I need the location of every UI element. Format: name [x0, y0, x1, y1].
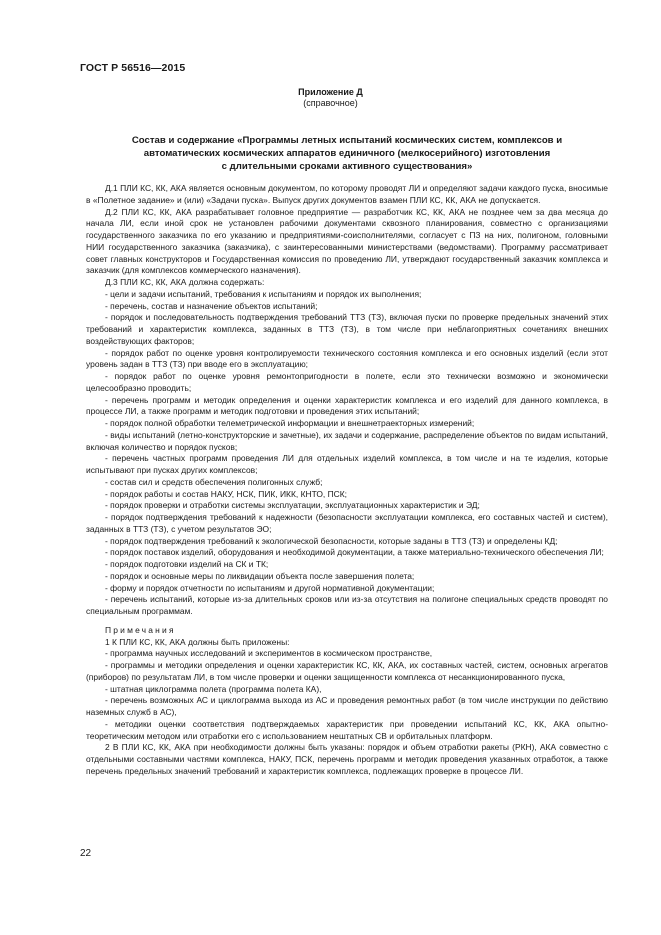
- list-item: - порядок подтверждения требований к надежности (безопасности эксплуатации комплекса, его составных частей и систем), заданных в ТТЗ (ТЗ), с учетом результатов ЭО;: [86, 512, 608, 534]
- document-header: ГОСТ Р 56516—2015: [80, 62, 186, 74]
- list-item: - перечень частных программ проведения ЛИ для отдельных изделий комплекса, в том числе и на те изделия, которые испытывают при пусках других комплексов;: [86, 453, 608, 475]
- list-item: - порядок и основные меры по ликвидации объекта после завершения полета;: [105, 570, 415, 581]
- note-item: - программа научных исследований и экспериментов в космическом пространстве,: [105, 648, 433, 659]
- list-item: - форму и порядок отчетности по испытаниям и другой нормативной документации;: [105, 582, 435, 593]
- note-item: - перечень возможных АС и циклограмма выхода из АС и проведения ремонтных работ (в том числе инструкции по действию наземных служб в АС),: [86, 695, 608, 717]
- title-line: Состав и содержание «Программы летных испытаний космических систем, комплексов и: [131, 135, 563, 146]
- note-item: 1 К ПЛИ КС, КК, АКА должны быть приложены:: [105, 636, 290, 647]
- list-item: - порядок работы и состав НАКУ, НСК, ПИК, ИКК, КНТО, ПСК;: [105, 488, 348, 499]
- note-item: - программы и методики определения и оценки характеристик КС, КК, АКА, их составных частей, систем, основных агрегатов (приборов) по результатам ЛИ, в том числе проверки и оценки защищенности комплекса от несанкционированного пуска,: [86, 660, 608, 682]
- appendix-heading: [0, 87, 661, 109]
- note-item: - штатная циклограмма полета (программа полета КА),: [105, 683, 322, 694]
- list-item: - виды испытаний (летно-конструкторские и зачетные), их задачи и содержание, распределение объектов по видам испытаний, включая количество и порядок пусков;: [86, 429, 608, 452]
- list-item: - цели и задачи испытаний, требования к испытаниям и порядок их выполнения;: [105, 288, 422, 299]
- notes-heading: Примечания: [105, 624, 176, 635]
- list-item: - порядок и последовательность подтверждения требований ТТЗ (ТЗ), включая пуски по проверке предельных значений этих требований и характеристик комплекса, заданных в ТТЗ (ТЗ), в том числе при неблагоприятных сочетаниях внешних воздействующих факторов;: [86, 312, 608, 346]
- paragraph: Д.3 ПЛИ КС, КК, АКА должна содержать:: [105, 277, 265, 287]
- appendix-label: Приложение Д: [298, 87, 363, 97]
- list-item: - порядок подготовки изделий на СК и ТК;: [105, 559, 269, 569]
- note-item: 2 В ПЛИ КС, КК, АКА при необходимости должны быть указаны: порядок и объем отработки ракеты (РКН), АКА совместно с отдельными составными частями комплекса, НАКУ, ПСК, перечень программ и методик проведения указанных отработок, а также перечень предельных значений требований и характеристик комплекса, подлежащих проверке в процессе ЛИ.: [86, 742, 608, 776]
- list-item: - перечень, состав и назначение объектов испытаний;: [105, 300, 318, 311]
- list-item: - порядок работ по оценке уровня ремонтопригодности в полете, если это технически возможно и экономически целесообразно проводить;: [86, 371, 608, 393]
- appendix-type: (справочное): [303, 98, 358, 108]
- document-body: [86, 183, 608, 778]
- list-item: - порядок работ по оценке уровня контролируемости технического состояния комплекса и его основных изделий (если этот уровень задан в ТТЗ (ТЗ) при вводе его в эксплуатацию;: [86, 347, 608, 370]
- appendix-title: [86, 134, 608, 173]
- paragraph: Д.1 ПЛИ КС, КК, АКА является основным документом, по которому проводят ЛИ и определяют задачи каждого пуска, вносимые в «Полетное задание» и (или) «Задачи пуска». Выпуск других документов взамен ПЛИ КС, КК, АКА не допускается.: [86, 183, 608, 205]
- note-item: - методики оценки соответствия подтверждаемых характеристик при проведении испытаний КС, КК, АКА опытно-теоретическим методом или отработки его с использованием нештатных СВ и орбитальных платформ.: [86, 718, 608, 741]
- title-line: автоматических космических аппаратов единичного (мелкосерийного) изготовления: [143, 148, 551, 159]
- list-item: - порядок поставок изделий, оборудования и необходимой документации, а также материально-технического обеспечения ЛИ;: [105, 547, 604, 558]
- list-item: - порядок полной обработки телеметрической информации и внешнетраекторных измерений;: [105, 418, 475, 428]
- list-item: - порядок подтверждения требований к экологической безопасности, которые заданы в ТТЗ (ТЗ) и определены КД;: [105, 535, 558, 546]
- list-item: - порядок проверки и отработки системы эксплуатации, эксплуатационных характеристик и ЭД;: [105, 500, 480, 511]
- list-item: - перечень программ и методик определения и оценки характеристик комплекса и его изделий для данного комплекса, в процессе ЛИ, а также программ и методик подготовки и проведения этих испытаний;: [86, 394, 608, 417]
- list-item: - перечень испытаний, которые из-за длительных сроков или из-за отсутствия на полигоне специальных средств проводят по специальным программам.: [86, 594, 608, 616]
- title-line: с длительными сроками активного существования»: [221, 161, 473, 172]
- paragraph: Д.2 ПЛИ КС, КК, АКА разрабатывает головное предприятие — разработчик КС, КК, АКА не позднее чем за два месяца до начала ЛИ, если иной срок не установлен рабочими документами сквозного планирования, совместно с организациями государственного заказчика по его указанию и предприятиями-соисполнителями, согласует с ПЗ на них, полигоном, головными НИИ государственного заказчика (заказчика), с заинтересованными министерствами (ведомствами). Программу рассматривает совет главных конструкторов и Государственная комиссия по проведению ЛИ, утверждают государственный заказчик комплекса и заказчик (для комплексов коммерческого назначения).: [86, 206, 608, 276]
- list-item: - состав сил и средств обеспечения полигонных служб;: [105, 476, 323, 487]
- page-number: 22: [80, 848, 92, 859]
